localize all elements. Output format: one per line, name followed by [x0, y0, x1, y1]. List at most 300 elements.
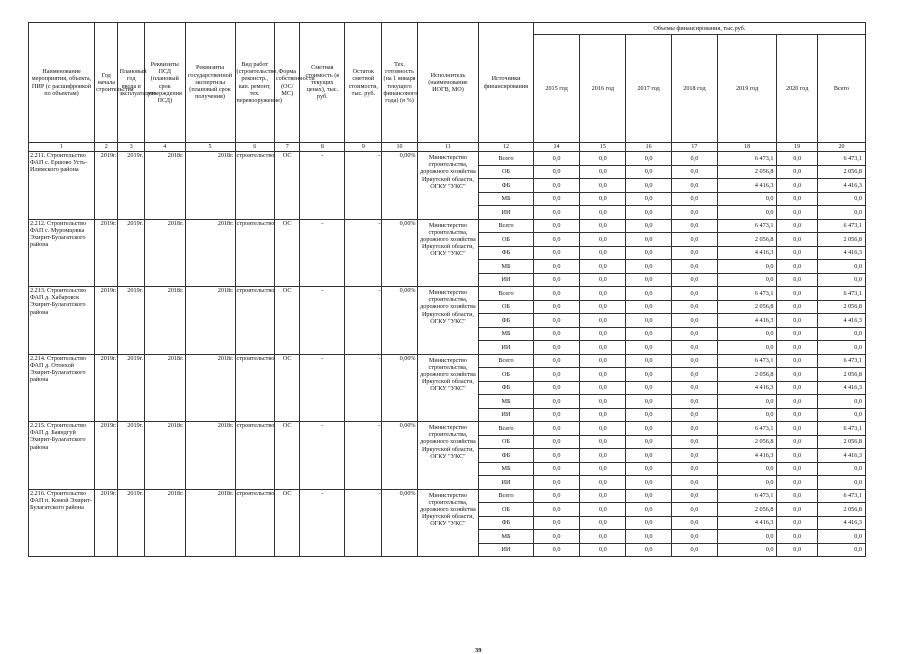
object-start-year: 2019г. — [95, 489, 118, 557]
funding-value: 0,0 — [580, 260, 626, 274]
funding-value: 0,0 — [777, 435, 817, 449]
funding-source: ИИ — [479, 273, 533, 287]
funding-value: 0,0 — [672, 246, 718, 260]
column-number: 10 — [382, 143, 417, 152]
funding-value: 0,0 — [533, 260, 580, 274]
funding-value: 0,0 — [777, 408, 817, 422]
funding-value: 0,0 — [672, 179, 718, 193]
funding-value: 0,0 — [777, 354, 817, 368]
funding-total-value: 0,0 — [817, 260, 865, 274]
funding-value: 0,0 — [672, 206, 718, 220]
funding-value: 0,0 — [580, 314, 626, 328]
funding-value: 6 473,1 — [717, 287, 777, 301]
funding-value: 0,0 — [626, 462, 672, 476]
object-psd-date: 2018г. — [145, 489, 185, 557]
funding-value: 0,0 — [626, 152, 672, 166]
funding-value: 0,0 — [580, 327, 626, 341]
funding-value: 0,0 — [580, 165, 626, 179]
object-psd-date: 2018г. — [145, 152, 185, 220]
object-work-type: строительство — [235, 219, 274, 287]
funding-value: 0,0 — [672, 476, 718, 490]
funding-value: 0,0 — [672, 273, 718, 287]
funding-total-value: 4 416,3 — [817, 246, 865, 260]
funding-value: 0,0 — [533, 273, 580, 287]
header-start-year: Год начала строительства — [95, 23, 118, 143]
funding-total-value: 0,0 — [817, 395, 865, 409]
funding-source: ФБ — [479, 314, 533, 328]
object-ownership: ОС — [274, 422, 300, 490]
funding-value: 0,0 — [626, 435, 672, 449]
object-commission-year: 2019г. — [118, 152, 145, 220]
funding-value: 0,0 — [777, 462, 817, 476]
funding-value: 0,0 — [672, 260, 718, 274]
funding-value: 0,0 — [626, 449, 672, 463]
funding-value: 0,0 — [533, 314, 580, 328]
object-psd-date: 2018г. — [145, 354, 185, 422]
funding-value: 0,0 — [672, 435, 718, 449]
funding-source: Всего — [479, 354, 533, 368]
funding-value: 0,0 — [580, 300, 626, 314]
funding-value: 0,0 — [672, 354, 718, 368]
header-year: 2019 год — [717, 35, 777, 143]
funding-value: 0,0 — [533, 408, 580, 422]
column-number: 2 — [95, 143, 118, 152]
object-commission-year: 2019г. — [118, 219, 145, 287]
funding-total-value: 4 416,3 — [817, 314, 865, 328]
funding-value: 0,0 — [672, 192, 718, 206]
column-number: 17 — [672, 143, 718, 152]
funding-value: 0,0 — [672, 408, 718, 422]
funding-value: 0,0 — [580, 476, 626, 490]
funding-value: 0,0 — [626, 368, 672, 382]
funding-value: 0,0 — [777, 489, 817, 503]
column-number: 1 — [29, 143, 95, 152]
funding-value: 0,0 — [580, 233, 626, 247]
funding-value: 0,0 — [777, 341, 817, 355]
funding-row — [29, 152, 866, 166]
funding-value: 0,0 — [533, 152, 580, 166]
object-name: 2.216. Строительство ФАП п. Комой Эхирит-Булагатского района — [29, 489, 95, 557]
header-commission-year: Плановый год ввода в эксплуатацию — [118, 23, 145, 143]
object-commission-year: 2019г. — [118, 354, 145, 422]
object-readiness: 0,00% — [382, 219, 417, 287]
funding-value: 0,0 — [533, 489, 580, 503]
funding-value: 0,0 — [672, 543, 718, 557]
column-number: 4 — [145, 143, 185, 152]
funding-value: 4 416,3 — [717, 179, 777, 193]
funding-value: 0,0 — [777, 273, 817, 287]
funding-value: 0,0 — [580, 354, 626, 368]
funding-source: МБ — [479, 327, 533, 341]
funding-value: 0,0 — [777, 530, 817, 544]
funding-value: 2 056,8 — [717, 300, 777, 314]
funding-value: 0,0 — [626, 206, 672, 220]
funding-value: 0,0 — [580, 192, 626, 206]
funding-source: Всего — [479, 489, 533, 503]
funding-total-value: 4 416,3 — [817, 516, 865, 530]
funding-value: 0,0 — [626, 219, 672, 233]
funding-value: 0,0 — [777, 152, 817, 166]
funding-value: 0,0 — [717, 260, 777, 274]
column-number: 18 — [717, 143, 777, 152]
funding-value: 0,0 — [777, 381, 817, 395]
funding-source: МБ — [479, 260, 533, 274]
funding-source: Всего — [479, 422, 533, 436]
funding-value: 0,0 — [672, 165, 718, 179]
header-expertise: Реквизиты государственной экспертизы (плановый срок получения) — [185, 23, 235, 143]
object-psd-date: 2018г. — [145, 219, 185, 287]
funding-value: 0,0 — [717, 273, 777, 287]
column-number: 11 — [417, 143, 479, 152]
header-year: 2020 год — [777, 35, 817, 143]
object-name: 2.214. Строительство ФАП д. Отонхой Эхирит-Булагатского района — [29, 354, 95, 422]
funding-value: 0,0 — [777, 395, 817, 409]
funding-value: 0,0 — [717, 530, 777, 544]
header-work-type: Вид работ (строительство, реконстр., кап. ремонт, тех. перевооружение) — [235, 23, 274, 143]
funding-value: 2 056,8 — [717, 503, 777, 517]
funding-value: 6 473,1 — [717, 152, 777, 166]
funding-value: 0,0 — [533, 165, 580, 179]
funding-value: 0,0 — [717, 395, 777, 409]
funding-value: 0,0 — [580, 422, 626, 436]
funding-value: 0,0 — [672, 300, 718, 314]
column-number: 7 — [274, 143, 300, 152]
funding-source: МБ — [479, 395, 533, 409]
funding-value: 0,0 — [580, 368, 626, 382]
funding-value: 0,0 — [717, 327, 777, 341]
funding-source: Всего — [479, 152, 533, 166]
column-number: 16 — [626, 143, 672, 152]
funding-value: 0,0 — [533, 395, 580, 409]
funding-value: 0,0 — [533, 530, 580, 544]
object-cost-remainder: - — [345, 354, 382, 422]
funding-value: 2 056,8 — [717, 435, 777, 449]
funding-value: 0,0 — [672, 233, 718, 247]
funding-total-value: 0,0 — [817, 327, 865, 341]
funding-value: 0,0 — [777, 422, 817, 436]
funding-value: 2 056,8 — [717, 165, 777, 179]
funding-total-value: 2 056,8 — [817, 368, 865, 382]
funding-value: 0,0 — [777, 246, 817, 260]
object-readiness: 0,00% — [382, 287, 417, 355]
funding-value: 4 416,3 — [717, 314, 777, 328]
funding-total-value: 6 473,1 — [817, 354, 865, 368]
funding-value: 0,0 — [533, 381, 580, 395]
funding-value: 0,0 — [626, 476, 672, 490]
funding-source: МБ — [479, 462, 533, 476]
funding-row — [29, 354, 866, 368]
funding-total-value: 2 056,8 — [817, 300, 865, 314]
funding-value: 0,0 — [777, 503, 817, 517]
funding-total-value: 2 056,8 — [817, 165, 865, 179]
object-executor: Министерство строительства, дорожного хозяйства Иркутской области, ОГКУ "УКС" — [417, 287, 479, 355]
funding-total-value: 6 473,1 — [817, 489, 865, 503]
funding-value: 0,0 — [672, 516, 718, 530]
funding-value: 0,0 — [777, 260, 817, 274]
funding-value: 0,0 — [672, 395, 718, 409]
column-number: 5 — [185, 143, 235, 152]
funding-value: 0,0 — [626, 233, 672, 247]
object-cost-remainder: - — [345, 287, 382, 355]
funding-row — [29, 489, 866, 503]
funding-value: 0,0 — [626, 327, 672, 341]
funding-value: 0,0 — [777, 449, 817, 463]
funding-value: 0,0 — [672, 422, 718, 436]
object-expertise-date: 2018г. — [185, 422, 235, 490]
funding-value: 0,0 — [580, 449, 626, 463]
object-executor: Министерство строительства, дорожного хозяйства Иркутской области, ОГКУ "УКС" — [417, 152, 479, 220]
funding-source: ОБ — [479, 233, 533, 247]
funding-value: 0,0 — [533, 516, 580, 530]
object-readiness: 0,00% — [382, 354, 417, 422]
funding-value: 2 056,8 — [717, 233, 777, 247]
funding-value: 0,0 — [626, 395, 672, 409]
funding-value: 6 473,1 — [717, 489, 777, 503]
funding-value: 0,0 — [580, 503, 626, 517]
object-readiness: 0,00% — [382, 422, 417, 490]
funding-value: 0,0 — [672, 314, 718, 328]
funding-source: МБ — [479, 192, 533, 206]
object-psd-date: 2018г. — [145, 287, 185, 355]
funding-value: 0,0 — [626, 300, 672, 314]
object-estimated-cost: - — [300, 219, 345, 287]
funding-value: 0,0 — [533, 233, 580, 247]
header-name: Наименование мероприятия, объекта, ПИР (с расшифровкой по объектам) — [29, 23, 95, 143]
funding-total-value: 0,0 — [817, 476, 865, 490]
funding-value: 0,0 — [580, 179, 626, 193]
funding-value: 0,0 — [626, 354, 672, 368]
funding-total-value: 0,0 — [817, 206, 865, 220]
header-readiness: Тех. готовность (на 1 января текущего финансового года) (в %) — [382, 23, 417, 143]
funding-total-value: 0,0 — [817, 408, 865, 422]
funding-value: 0,0 — [672, 381, 718, 395]
funding-value: 0,0 — [580, 152, 626, 166]
object-estimated-cost: - — [300, 152, 345, 220]
funding-value: 0,0 — [533, 219, 580, 233]
object-ownership: ОС — [274, 354, 300, 422]
funding-value: 0,0 — [533, 476, 580, 490]
funding-value: 4 416,3 — [717, 449, 777, 463]
funding-value: 0,0 — [672, 368, 718, 382]
funding-value: 6 473,1 — [717, 219, 777, 233]
funding-value: 0,0 — [626, 246, 672, 260]
column-number: 8 — [300, 143, 345, 152]
funding-value: 0,0 — [777, 368, 817, 382]
funding-value: 0,0 — [626, 381, 672, 395]
funding-source: МБ — [479, 530, 533, 544]
funding-total-value: 0,0 — [817, 543, 865, 557]
funding-value: 0,0 — [533, 449, 580, 463]
column-number: 14 — [533, 143, 580, 152]
column-number: 15 — [580, 143, 626, 152]
page-number: 39 — [475, 647, 482, 654]
funding-value: 0,0 — [626, 260, 672, 274]
object-psd-date: 2018г. — [145, 422, 185, 490]
object-estimated-cost: - — [300, 287, 345, 355]
funding-value: 0,0 — [580, 435, 626, 449]
funding-value: 0,0 — [580, 246, 626, 260]
funding-source: ИИ — [479, 206, 533, 220]
funding-value: 4 416,3 — [717, 246, 777, 260]
column-number: 20 — [817, 143, 865, 152]
object-estimated-cost: - — [300, 422, 345, 490]
object-expertise-date: 2018г. — [185, 489, 235, 557]
header-year: 2017 год — [626, 35, 672, 143]
funding-value: 0,0 — [533, 503, 580, 517]
funding-value: 0,0 — [777, 179, 817, 193]
object-commission-year: 2019г. — [118, 287, 145, 355]
funding-value: 0,0 — [626, 287, 672, 301]
funding-value: 0,0 — [533, 435, 580, 449]
object-name: 2.211. Строительство ФАП с. Ершово Усть-Илимского района — [29, 152, 95, 220]
funding-source: ОБ — [479, 435, 533, 449]
funding-value: 0,0 — [533, 543, 580, 557]
funding-value: 0,0 — [717, 462, 777, 476]
funding-source: ИИ — [479, 341, 533, 355]
funding-value: 0,0 — [580, 516, 626, 530]
funding-value: 0,0 — [672, 449, 718, 463]
object-expertise-date: 2018г. — [185, 287, 235, 355]
funding-value: 0,0 — [626, 179, 672, 193]
funding-value: 6 473,1 — [717, 354, 777, 368]
header-year: 2015 год — [533, 35, 580, 143]
funding-total-value: 6 473,1 — [817, 422, 865, 436]
funding-value: 0,0 — [672, 341, 718, 355]
funding-value: 0,0 — [580, 530, 626, 544]
funding-value: 0,0 — [777, 192, 817, 206]
funding-value: 0,0 — [717, 206, 777, 220]
object-expertise-date: 2018г. — [185, 152, 235, 220]
funding-total-value: 2 056,8 — [817, 435, 865, 449]
object-ownership: ОС — [274, 287, 300, 355]
funding-value: 0,0 — [777, 516, 817, 530]
funding-value: 0,0 — [777, 219, 817, 233]
funding-value: 0,0 — [717, 341, 777, 355]
header-funding-source: Источники финансирования — [479, 23, 533, 143]
object-executor: Министерство строительства, дорожного хозяйства Иркутской области, ОГКУ "УКС" — [417, 354, 479, 422]
funding-value: 0,0 — [777, 165, 817, 179]
object-start-year: 2019г. — [95, 152, 118, 220]
funding-value: 6 473,1 — [717, 422, 777, 436]
funding-source: Всего — [479, 287, 533, 301]
funding-value: 0,0 — [777, 543, 817, 557]
funding-total-value: 4 416,3 — [817, 449, 865, 463]
funding-total-value: 6 473,1 — [817, 152, 865, 166]
funding-value: 0,0 — [533, 462, 580, 476]
object-estimated-cost: - — [300, 354, 345, 422]
funding-value: 4 416,3 — [717, 516, 777, 530]
budget-table-sheet — [28, 22, 866, 654]
funding-value: 0,0 — [672, 287, 718, 301]
funding-value: 0,0 — [717, 476, 777, 490]
funding-value: 0,0 — [626, 530, 672, 544]
funding-value: 0,0 — [580, 273, 626, 287]
funding-source: ФБ — [479, 449, 533, 463]
funding-total-value: 6 473,1 — [817, 219, 865, 233]
funding-value: 0,0 — [626, 422, 672, 436]
object-expertise-date: 2018г. — [185, 354, 235, 422]
funding-source: ОБ — [479, 165, 533, 179]
object-executor: Министерство строительства, дорожного хозяйства Иркутской области, ОГКУ "УКС" — [417, 489, 479, 557]
funding-total-value: 4 416,3 — [817, 381, 865, 395]
funding-row — [29, 287, 866, 301]
funding-row — [29, 422, 866, 436]
funding-total-value: 2 056,8 — [817, 233, 865, 247]
funding-value: 4 416,3 — [717, 381, 777, 395]
funding-source: ОБ — [479, 368, 533, 382]
funding-value: 0,0 — [717, 192, 777, 206]
funding-total-value: 0,0 — [817, 341, 865, 355]
funding-total-value: 4 416,3 — [817, 179, 865, 193]
funding-source: ФБ — [479, 516, 533, 530]
header-executor: Исполнитель (наименование ИОГВ, МО) — [417, 23, 479, 143]
funding-source: ИИ — [479, 543, 533, 557]
header-year: 2016 год — [580, 35, 626, 143]
header-psd: Реквизиты ПСД (плановый срок утверждения ПСД) — [145, 23, 185, 143]
object-work-type: строительство — [235, 354, 274, 422]
object-work-type: строительство — [235, 287, 274, 355]
funding-value: 0,0 — [672, 503, 718, 517]
object-expertise-date: 2018г. — [185, 219, 235, 287]
funding-total-value: 0,0 — [817, 192, 865, 206]
funding-row — [29, 219, 866, 233]
funding-value: 0,0 — [580, 381, 626, 395]
funding-value: 0,0 — [533, 192, 580, 206]
funding-value: 0,0 — [777, 287, 817, 301]
object-commission-year: 2019г. — [118, 422, 145, 490]
header-total: Всего — [817, 35, 865, 143]
funding-value: 0,0 — [580, 543, 626, 557]
object-cost-remainder: - — [345, 152, 382, 220]
object-commission-year: 2019г. — [118, 489, 145, 557]
header-ownership: Форма собственности (ОС/МС) — [274, 23, 300, 143]
funding-value: 0,0 — [626, 543, 672, 557]
funding-value: 0,0 — [672, 219, 718, 233]
funding-value: 0,0 — [672, 462, 718, 476]
funding-source: ФБ — [479, 179, 533, 193]
funding-value: 0,0 — [672, 152, 718, 166]
object-start-year: 2019г. — [95, 422, 118, 490]
funding-value: 0,0 — [626, 192, 672, 206]
funding-value: 0,0 — [777, 327, 817, 341]
object-ownership: ОС — [274, 152, 300, 220]
object-readiness: 0,00% — [382, 489, 417, 557]
funding-value: 0,0 — [626, 341, 672, 355]
object-work-type: строительство — [235, 152, 274, 220]
object-work-type: строительство — [235, 489, 274, 557]
header-funding-group: Объемы финансирования, тыс.руб. — [533, 23, 865, 35]
funding-value: 0,0 — [626, 314, 672, 328]
funding-value: 0,0 — [672, 327, 718, 341]
object-estimated-cost: - — [300, 489, 345, 557]
funding-value: 0,0 — [777, 233, 817, 247]
column-number: 3 — [118, 143, 145, 152]
object-cost-remainder: - — [345, 422, 382, 490]
funding-value: 0,0 — [580, 489, 626, 503]
funding-value: 0,0 — [626, 489, 672, 503]
object-name: 2.215. Строительство ФАП д. Баяндгуй Эхирит-Булагатского района — [29, 422, 95, 490]
object-start-year: 2019г. — [95, 354, 118, 422]
funding-total-value: 2 056,8 — [817, 503, 865, 517]
funding-value: 0,0 — [626, 165, 672, 179]
funding-value: 0,0 — [672, 489, 718, 503]
funding-value: 0,0 — [533, 206, 580, 220]
object-executor: Министерство строительства, дорожного хозяйства Иркутской области, ОГКУ "УКС" — [417, 422, 479, 490]
funding-source: ОБ — [479, 503, 533, 517]
object-ownership: ОС — [274, 219, 300, 287]
column-number-row — [29, 143, 866, 152]
funding-value: 0,0 — [533, 341, 580, 355]
